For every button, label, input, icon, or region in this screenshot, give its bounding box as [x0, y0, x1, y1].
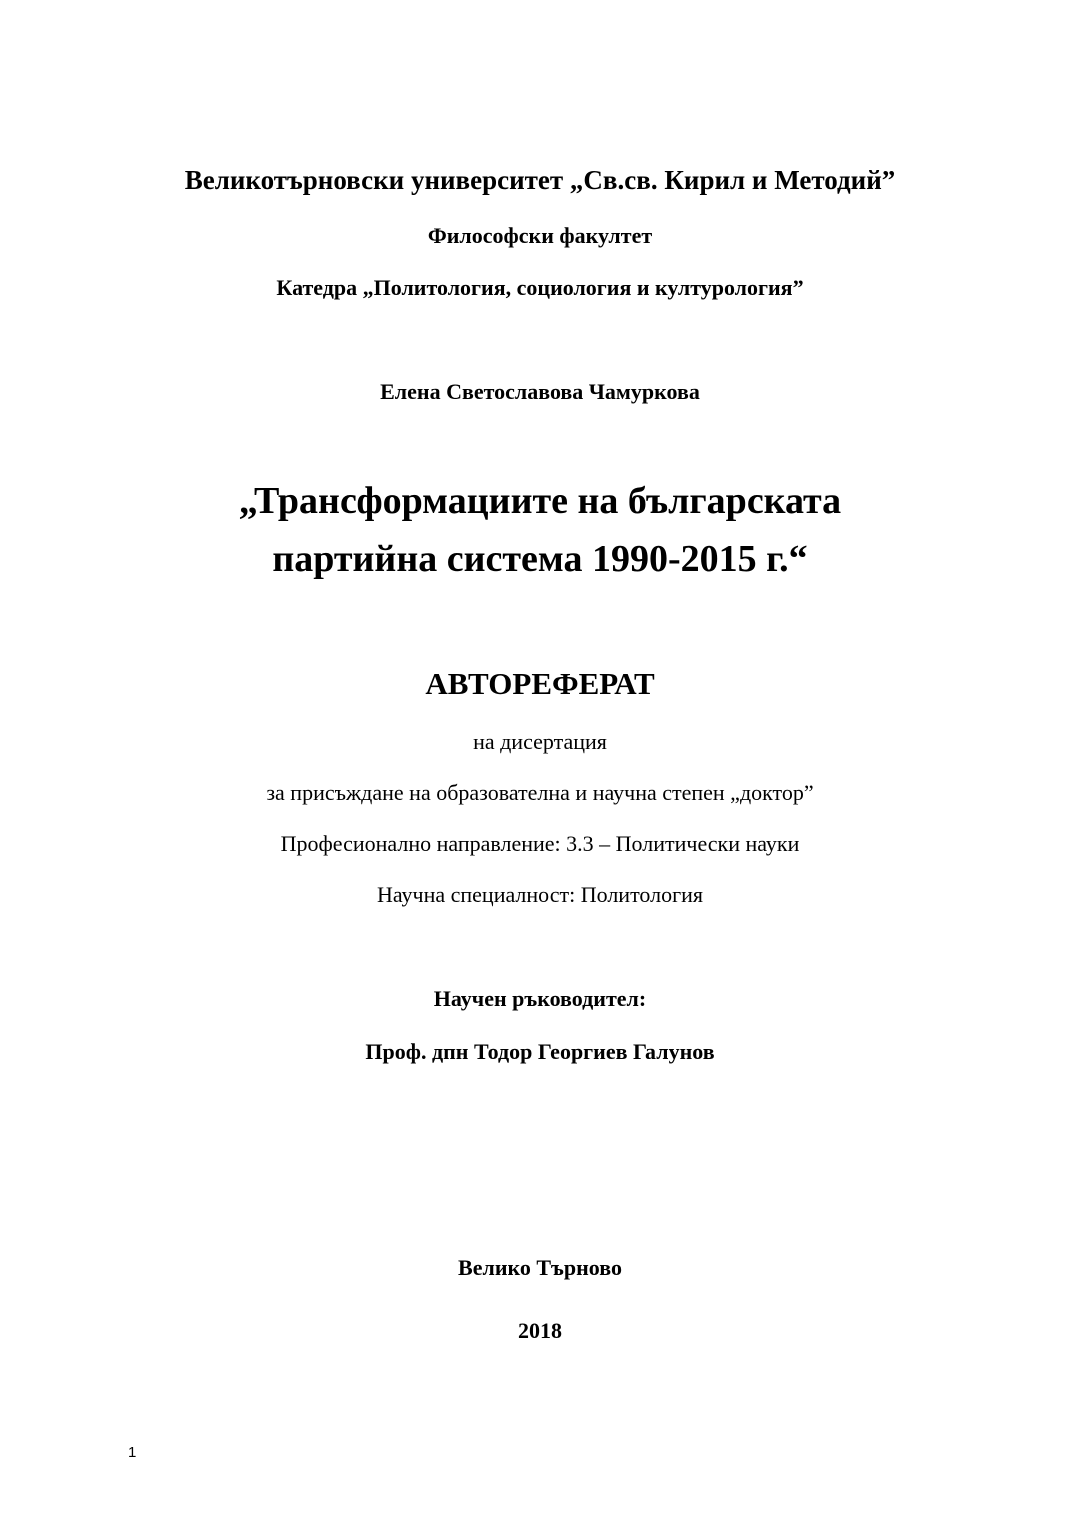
dissertation-title-line-1: „Трансформациите на българската	[238, 480, 842, 522]
dissertation-label: на дисертация	[473, 729, 607, 754]
professional-field: Професионално направление: 3.3 – Политически науки	[280, 831, 800, 856]
department-name: Катедра „Политология, социология и културология”	[276, 275, 804, 300]
author-name: Елена Светославова Чамуркова	[380, 379, 700, 404]
university-name: Великотърновски университет „Св.св. Кирил и Методий”	[184, 165, 896, 195]
page-number: 1	[128, 1444, 137, 1461]
degree-text: за присъждане на образователна и научна степен „доктор”	[266, 780, 814, 805]
scientific-specialty: Научна специалност: Политология	[376, 882, 703, 907]
supervisor-name: Проф. дпн Тодор Георгиев Галунов	[365, 1039, 715, 1064]
faculty-name: Философски факултет	[427, 223, 653, 248]
publication-year: 2018	[518, 1318, 562, 1343]
dissertation-title-line-2: партийна система 1990-2015 г.“	[272, 538, 808, 580]
document-type: АВТОРЕФЕРАТ	[425, 666, 655, 701]
publication-place: Велико Търново	[458, 1255, 622, 1280]
supervisor-label: Научен ръководител:	[433, 986, 647, 1011]
